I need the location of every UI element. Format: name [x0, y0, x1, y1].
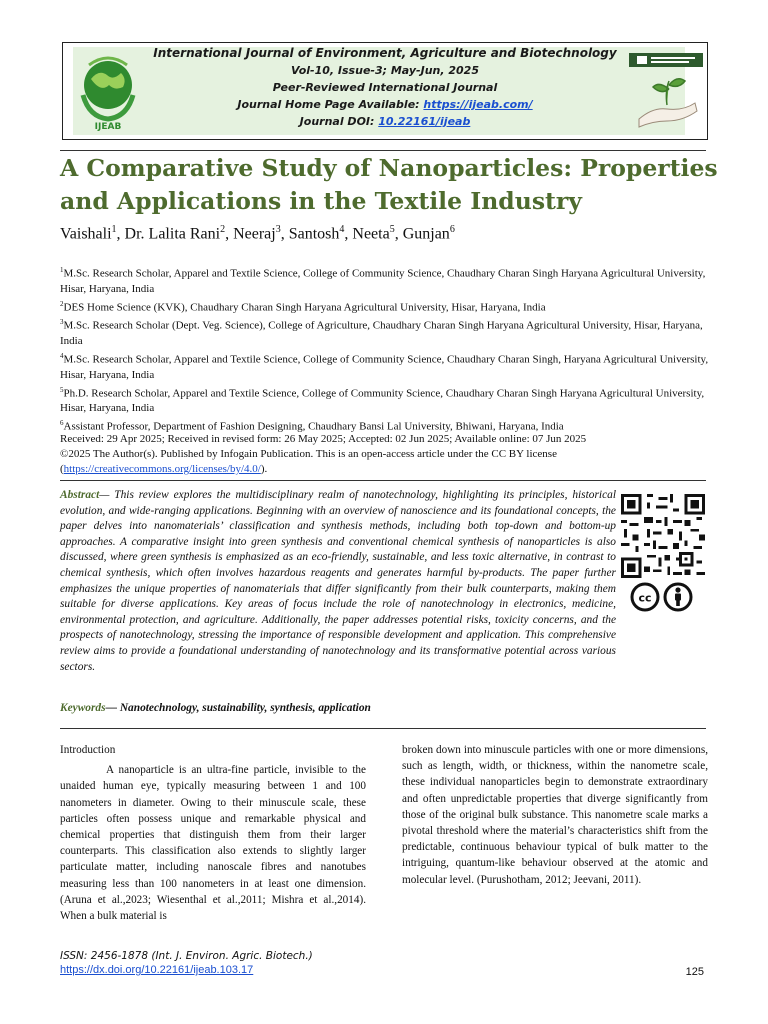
license-line: ©2025 The Author(s). Published by Infogain Publication. This is an open-access article under the CC BY license (https://creativecommons.org/licenses/by/4.0/).: [60, 448, 557, 475]
affiliation: $^4$M.Sc. Research Scholar, Apparel and Textile Science, College of Community Science, Chaudhary Charan Singh, Haryana Agricultural University, Hisar, Haryana, India: [60, 351, 709, 381]
body-paragraph: A nanoparticle is an ultra-fine particle, invisible to the unaided human eye, typically measuring between 1 and 100 nanometers in diameter. Owing to their minuscule scale, these particles often possess unique and remarkable physical and chemical properties that distinguish them from their larger counterparts. This classification also extends to slightly larger particulate matter, including nanoscale fibres and nanotubes measuring less than 100 nanometers in at least one dimension. (Aruna et al.,2023; Wiesenthal et al.,2011; Mishra et al.,2014). When a bulk material is: [60, 764, 366, 923]
svg-text:cc: cc: [638, 591, 652, 605]
logo-text: IJEAB: [94, 122, 122, 132]
affiliations: [60, 263, 710, 435]
journal-name: International Journal of Environment, Agriculture and Biotechnology: [153, 46, 617, 60]
author: Gunjan: [402, 225, 450, 243]
article-title: A Comparative Study of Nanoparticles: Properties and Applications in the Textile Industry: [60, 154, 718, 215]
home-link[interactable]: https://ijeab.com/: [423, 98, 533, 111]
page-number: 125: [685, 966, 704, 978]
abstract-label: Abstract: [60, 489, 100, 501]
journal-peer: Peer-Reviewed International Journal: [272, 81, 498, 94]
journal-header: [62, 42, 708, 140]
section-heading: Introduction: [60, 744, 116, 756]
date-line: Received: 29 Apr 2025; Received in revised form: 26 May 2025; Accepted: 02 Jun 2025; Available online: 07 Jun 2025: [60, 433, 587, 445]
license-link[interactable]: https://creativecommons.org/licenses/by/4.0/: [63, 463, 261, 475]
keywords-label: Keywords: [60, 702, 106, 714]
article-dates: [60, 432, 710, 477]
affiliation: $^2$DES Home Science (KVK), Chaudhary Charan Singh Haryana Agricultural University, Hisar, Haryana, India: [60, 299, 546, 314]
home-label: Journal Home Page Available:: [237, 98, 424, 111]
abstract: [60, 488, 616, 675]
author: Dr. Lalita Rani: [124, 225, 221, 243]
abstract-text: — This review explores the multidisciplinary realm of nanotechnology, highlighting its principles, historical evolution, and wide-ranging applications. Beginning with an overview of nanoscience and its foundational concepts, the paper delves into nanomaterials’ classification and synthesis methods, including both top-down and bottom-up approaches. A comparative insight into green synthesis and conventional chemical synthesis of nanoparticles is also discussed, where green synthesis is emphasized as an eco-friendly, sustainable, and less toxic alternative, in contrast to chemical synthesis, which often involves hazardous reagents and generates harmful by-products. The paper further emphasizes the unique properties of nanomaterials that differ significantly from their bulk counterparts, making them suitable for diverse applications. Key areas of focus include the role of nanotechnology in electronics, medicine, environmental protection, and agriculture. Additionally, the paper addresses potential risks, toxicity concerns, and the prospects of nanotechnology, stressing the importance of responsible development and application. This comprehensive review aims to provide a foundational understanding of nanotechnology and its transformative potential across various sectors.: [60, 489, 616, 673]
author: Vaishali: [60, 225, 112, 243]
body-divider: [60, 728, 706, 729]
qr-code-icon[interactable]: [619, 494, 707, 578]
body-column-left: [60, 742, 366, 924]
doi-label: Journal DOI:: [299, 115, 379, 128]
body-column-right: [402, 742, 708, 888]
journal-home: [63, 96, 707, 113]
author: Neeta: [352, 225, 390, 243]
affiliation: $^3$M.Sc. Research Scholar (Dept. Veg. Science), College of Agriculture, Chaudhary Charan Singh Haryana Agricultural University, Hisar, Haryana, India: [60, 318, 703, 347]
affiliation: $^6$Assistant Professor, Department of Fashion Designing, Chaudhary Bansi Lal University, Bhiwani, Haryana, India: [60, 419, 564, 433]
footer-issn: ISSN: 2456-1878 (Int. J. Environ. Agric. Biotech.): [60, 950, 313, 962]
journal-volume: Vol-10, Issue-3; May-Jun, 2025: [291, 64, 479, 77]
journal-doi: [63, 113, 707, 130]
header-divider: [60, 150, 706, 151]
keywords-text: — Nanotechnology, sustainability, synthesis, application: [105, 702, 371, 714]
author: Neeraj: [233, 225, 276, 243]
author: Santosh: [288, 225, 340, 243]
keywords: [60, 702, 371, 714]
doi-link[interactable]: 10.22161/ijeab: [378, 115, 471, 128]
abstract-divider: [60, 480, 706, 481]
affiliation: $^1$M.Sc. Research Scholar, Apparel and Textile Science, College of Community Science, Chaudhary Charan Singh Haryana Agricultural University, Hisar, Haryana, India: [60, 266, 706, 295]
page-footer: [60, 948, 706, 976]
cc-by-license-icon[interactable]: [630, 582, 696, 612]
author-list: Vaishali$^1$, Dr. Lalita Rani$^2$, Neeraj$^3$, Santosh$^4$, Neeta$^5$, Gunjan$^6$: [60, 224, 455, 243]
journal-cover-icon: [629, 49, 703, 133]
affiliation: $^5$Ph.D. Research Scholar, Apparel and Textile Science, College of Community Science, Chaudhary Charan Singh Haryana Agricultural University, Hisar, Haryana, India: [60, 385, 705, 415]
body-paragraph: broken down into minuscule particles with one or more dimensions, such as length, width, or thickness, within the nanometre scale, these individual nanoparticles begin to demonstrate extraordinary and often unpredictable properties that diverge significantly from those of the original bulk substance. This nanometre scale marks a pivotal threshold where the material’s characteristics shift from the predictable, continuous behaviour typical of bulk matter to the intriguing, quantum-like behaviour observed at the atomic and molecular level. (Purushotham, 2012; Jeevani, 2011).: [402, 744, 708, 886]
footer-doi-link[interactable]: https://dx.doi.org/10.22161/ijeab.103.17: [60, 964, 254, 976]
